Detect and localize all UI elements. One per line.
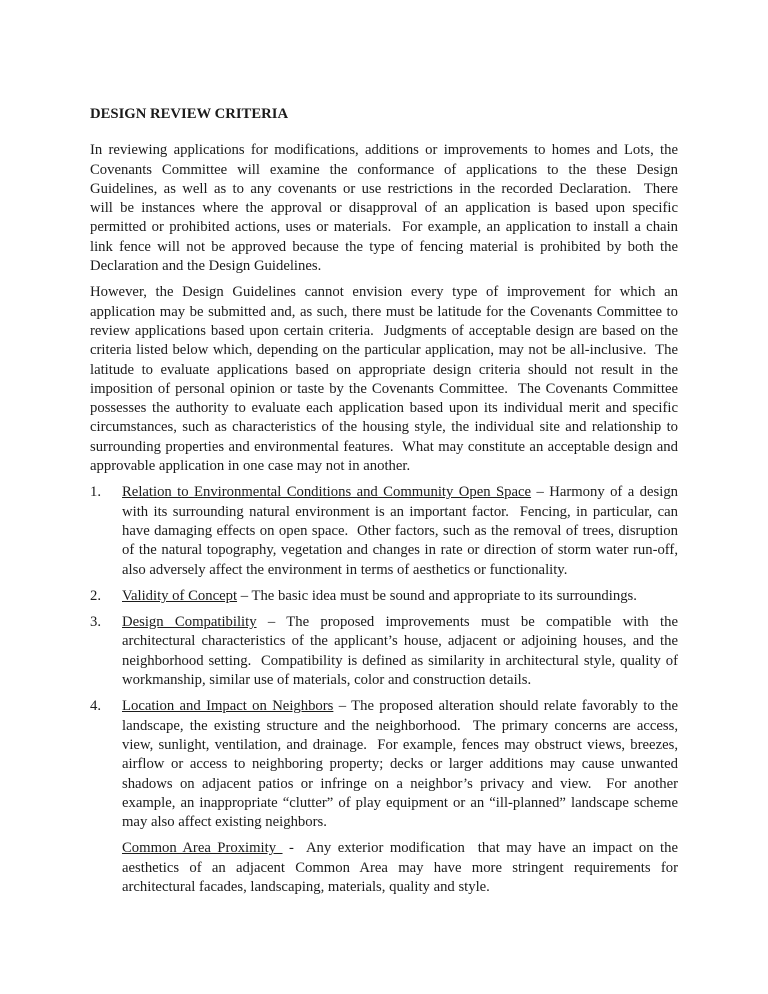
text-run: Declaration and the Design Guidelines. bbox=[90, 258, 322, 275]
item-body bbox=[122, 483, 678, 579]
text-run: airflow or access to neighboring property; decks or larger additions may cause unwanted bbox=[122, 756, 678, 773]
text-run: Covenants Committee will examine the conformance of applications to the these Design bbox=[90, 161, 678, 178]
text-line bbox=[90, 218, 678, 237]
text-line bbox=[122, 697, 678, 716]
list-number: 2. bbox=[90, 587, 102, 604]
text-line bbox=[122, 671, 678, 690]
text-line bbox=[122, 613, 678, 632]
text-line bbox=[122, 541, 678, 560]
text-run: In reviewing applications for modifications, additions or improvements to homes and Lots, the bbox=[90, 142, 678, 159]
text-line bbox=[122, 775, 678, 794]
text-run: with its surrounding natural environment is an important factor. Fencing, in particular, can bbox=[122, 503, 678, 520]
indent-spacer bbox=[90, 839, 122, 897]
list-number: 3. bbox=[90, 614, 102, 631]
text-line bbox=[122, 813, 678, 832]
text-line bbox=[122, 522, 678, 541]
list-number: 1. bbox=[90, 484, 102, 501]
text-run: have damaging effects on open space. Other factors, such as the removal of trees, disruption bbox=[122, 522, 678, 539]
text-run: – Harmony of a design bbox=[531, 484, 679, 501]
underlined-heading: Relation to Environmental Conditions and Community Open Space bbox=[122, 484, 532, 501]
numbered-item bbox=[90, 613, 678, 690]
text-run: example, an inappropriate “clutter” of play equipment or an “ill-planned” landscape scheme bbox=[122, 794, 678, 811]
text-run: However, the Design Guidelines cannot envision every type of improvement for which an bbox=[90, 284, 678, 301]
text-line bbox=[122, 503, 678, 522]
numbered-item bbox=[90, 587, 678, 606]
text-line bbox=[90, 341, 678, 360]
text-run: criteria listed below which, depending on the particular application, may not be all-inclusive. The bbox=[90, 342, 678, 359]
text-line bbox=[90, 380, 678, 399]
underlined-heading: Validity of Concept bbox=[122, 587, 238, 604]
text-run: – The proposed alteration should relate favorably to the bbox=[333, 698, 678, 715]
document-body bbox=[90, 141, 678, 897]
item-body bbox=[122, 839, 678, 897]
document-content bbox=[90, 105, 678, 904]
text-run: – The basic idea must be sound and appropriate to its surroundings. bbox=[237, 587, 637, 604]
text-line bbox=[122, 736, 678, 755]
underlined-heading: Common Area Proximity bbox=[122, 840, 283, 857]
text-line bbox=[90, 457, 678, 476]
text-line bbox=[122, 652, 678, 671]
text-run: also adversely affect the environment in terms of aesthetics or functionality. bbox=[122, 561, 568, 578]
text-run: surrounding properties and environmental features. What may constitute an acceptable design and bbox=[90, 438, 678, 455]
item-body bbox=[122, 587, 678, 606]
text-line bbox=[90, 199, 678, 218]
text-run: approvable application in one case may not in another. bbox=[90, 458, 411, 475]
text-run: - Any exterior modification that may have an impact on the bbox=[282, 840, 678, 857]
text-line bbox=[90, 161, 678, 180]
item-body bbox=[122, 613, 678, 690]
text-line bbox=[90, 180, 678, 199]
text-run: architectural facades, landscaping, materials, quality and style. bbox=[122, 878, 490, 895]
text-run: aesthetics of an adjacent Common Area may have more stringent requirements for bbox=[122, 859, 678, 876]
paragraph bbox=[90, 283, 678, 476]
text-line bbox=[122, 587, 678, 606]
text-run: of the natural topography, vegetation and changes in rate or direction of storm water run-off, bbox=[122, 542, 678, 559]
text-run: view, sunlight, ventilation, and drainage. For example, fences may obstruct views, breezes, bbox=[122, 736, 678, 753]
text-line bbox=[90, 283, 678, 302]
text-run: – The proposed improvements must be compatible with the bbox=[256, 614, 678, 631]
text-run: landscape, the existing structure and the neighborhood. The primary concerns are access, bbox=[122, 717, 678, 734]
numbered-item bbox=[90, 483, 678, 579]
text-run: latitude to evaluate applications based on appropriate design criteria should not result in the bbox=[90, 361, 678, 378]
text-run: workmanship, similar use of materials, color and construction details. bbox=[122, 672, 532, 689]
text-line bbox=[122, 794, 678, 813]
text-line bbox=[90, 438, 678, 457]
underlined-heading: Location and Impact on Neighbors bbox=[122, 698, 334, 715]
numbered-item bbox=[90, 697, 678, 832]
text-run: permitted or prohibited actions, uses or materials. For example, an application to install a chain bbox=[90, 219, 678, 236]
list-number: 4. bbox=[90, 698, 102, 715]
text-line bbox=[122, 839, 678, 858]
text-run: may also affect existing neighbors. bbox=[122, 814, 327, 831]
paragraph bbox=[90, 141, 678, 276]
document-title: DESIGN REVIEW CRITERIA bbox=[90, 106, 289, 122]
text-run: imposition of personal opinion or taste by the Covenants Committee. The Covenants Committee bbox=[90, 380, 678, 397]
text-run: circumstances, such as characteristics of the housing style, the individual site and relationship to bbox=[90, 419, 678, 436]
text-run: possesses the authority to evaluate each application based upon its individual merit and specific bbox=[90, 400, 678, 417]
text-run: will be instances where the approval or disapproval of an application is based upon specific bbox=[90, 200, 678, 217]
text-line bbox=[90, 322, 678, 341]
text-run: shadows on adjacent patios or infringe on a neighbor’s privacy and view. For another bbox=[122, 775, 678, 792]
text-line bbox=[122, 561, 678, 580]
text-line bbox=[90, 141, 678, 160]
text-run: link fence will not be approved because the type of fencing material is prohibited by both the bbox=[90, 238, 678, 255]
text-line bbox=[122, 483, 678, 502]
text-line bbox=[90, 257, 678, 276]
text-line bbox=[122, 755, 678, 774]
underlined-heading: Design Compatibility bbox=[122, 614, 257, 631]
text-run: application may be submitted and, as such, there must be latitude for the Covenants Committee to bbox=[90, 303, 678, 320]
text-line bbox=[122, 878, 678, 897]
text-line bbox=[90, 361, 678, 380]
sub-paragraph bbox=[90, 839, 678, 897]
text-line bbox=[90, 303, 678, 322]
text-line bbox=[90, 399, 678, 418]
text-line bbox=[122, 859, 678, 878]
text-line bbox=[90, 418, 678, 437]
item-body bbox=[122, 697, 678, 832]
text-run: architectural characteristics of the applicant’s house, adjacent or adjoining houses, and the bbox=[122, 633, 678, 650]
text-run: neighborhood setting. Compatibility is defined as similarity in architectural style, quality of bbox=[122, 652, 678, 669]
text-run: Guidelines, as well as to any covenants or use restrictions in the recorded Declaration. There bbox=[90, 180, 678, 197]
text-run: review applications based upon certain criteria. Judgments of acceptable design are based on the bbox=[90, 322, 678, 339]
text-line bbox=[122, 717, 678, 736]
text-line bbox=[122, 632, 678, 651]
text-line bbox=[90, 238, 678, 257]
